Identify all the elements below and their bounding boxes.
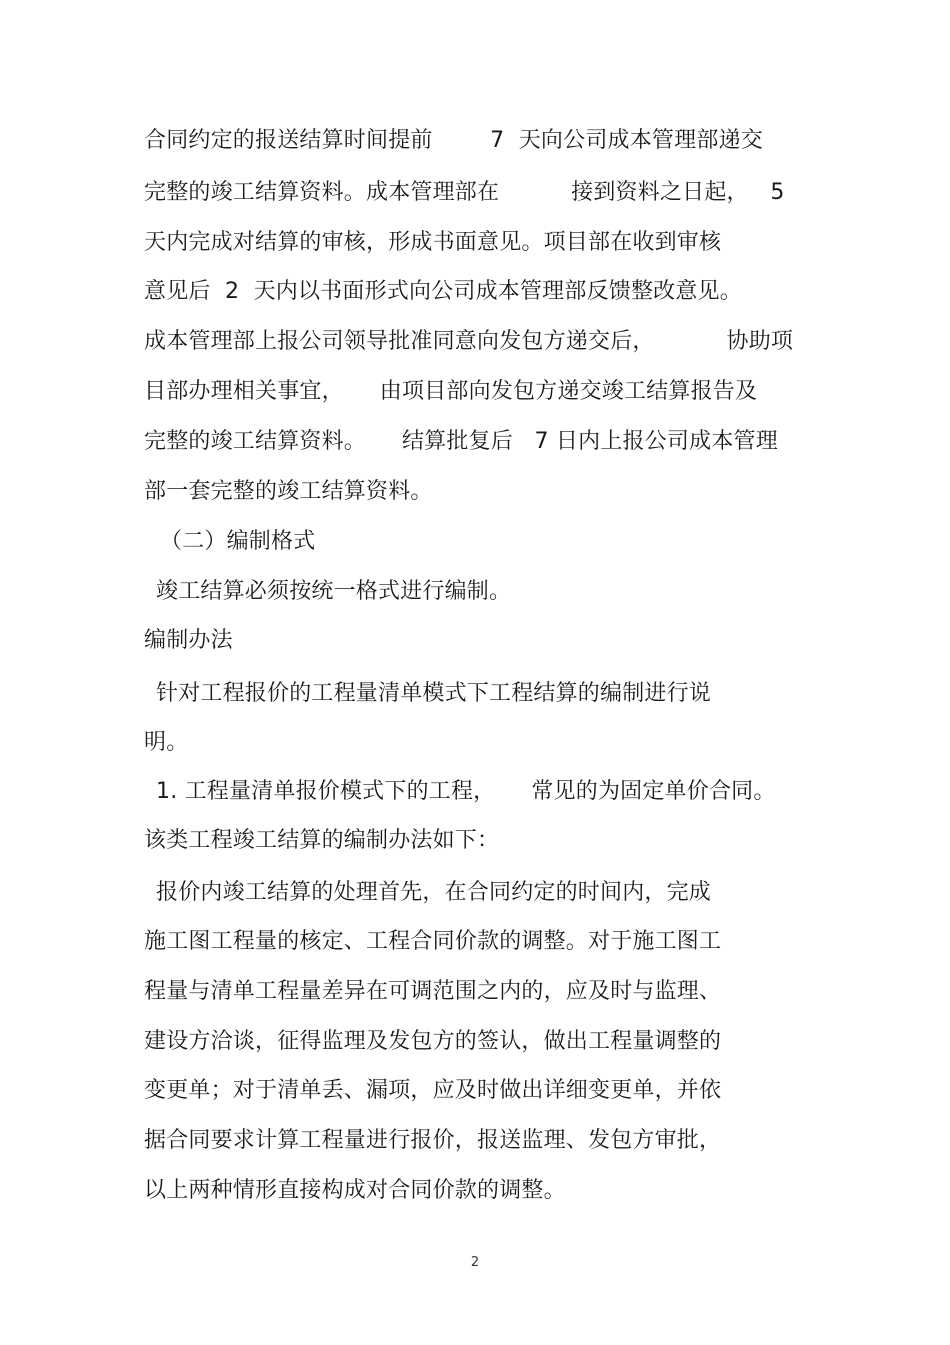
text-line-10: 竣工结算必须按统一格式进行编制。 bbox=[156, 579, 512, 604]
text-line-4: 意见后 2 天内以书面形式向公司成本管理部反馈整改意见。 bbox=[144, 279, 742, 304]
text-line-1: 合同约定的报送结算时间提前 7 天向公司成本管理部递交 bbox=[144, 128, 763, 153]
text-line-15: 该类工程竣工结算的编制办法如下： bbox=[144, 828, 500, 853]
text-line-22: 以上两种情形直接构成对合同价款的调整。 bbox=[144, 1178, 566, 1203]
text-line-12: 针对工程报价的工程量清单模式下工程结算的编制进行说 bbox=[156, 681, 712, 706]
text-line-3: 天内完成对结算的审核，形成书面意见。项目部在收到审核 bbox=[144, 230, 722, 255]
text-line-21: 据合同要求计算工程量进行报价，报送监理、发包方审批， bbox=[144, 1128, 722, 1153]
text-line-7: 完整的竣工结算资料。 结算批复后 7 日内上报公司成本管理 bbox=[144, 429, 778, 454]
text-line-14: 1. 工程量清单报价模式下的工程， 常见的为固定单价合同。 bbox=[156, 779, 776, 804]
text-line-16: 报价内竣工结算的处理首先，在合同约定的时间内，完成 bbox=[156, 880, 712, 905]
text-line-17: 施工图工程量的核定、工程合同价款的调整。对于施工图工 bbox=[144, 929, 722, 954]
section-heading: （二）编制格式 bbox=[160, 529, 316, 554]
text-line-13: 明。 bbox=[144, 730, 189, 755]
text-line-19: 建设方洽谈，征得监理及发包方的签认，做出工程量调整的 bbox=[144, 1029, 722, 1054]
text-line-2: 完整的竣工结算资料。成本管理部在 接到资料之日起， 5 bbox=[144, 180, 785, 205]
text-line-8: 部一套完整的竣工结算资料。 bbox=[144, 479, 433, 504]
text-line-5: 成本管理部上报公司领导批准同意向发包方递交后， 协助项 bbox=[144, 329, 794, 354]
text-line-20: 变更单；对于清单丢、漏项，应及时做出详细变更单，并依 bbox=[144, 1078, 722, 1103]
text-line-18: 程量与清单工程量差异在可调范围之内的，应及时与监理、 bbox=[144, 979, 722, 1004]
text-line-6: 目部办理相关事宜， 由项目部向发包方递交竣工结算报告及 bbox=[144, 379, 758, 404]
page-number: 2 bbox=[470, 1255, 480, 1270]
subheading: 编制办法 bbox=[144, 628, 233, 653]
